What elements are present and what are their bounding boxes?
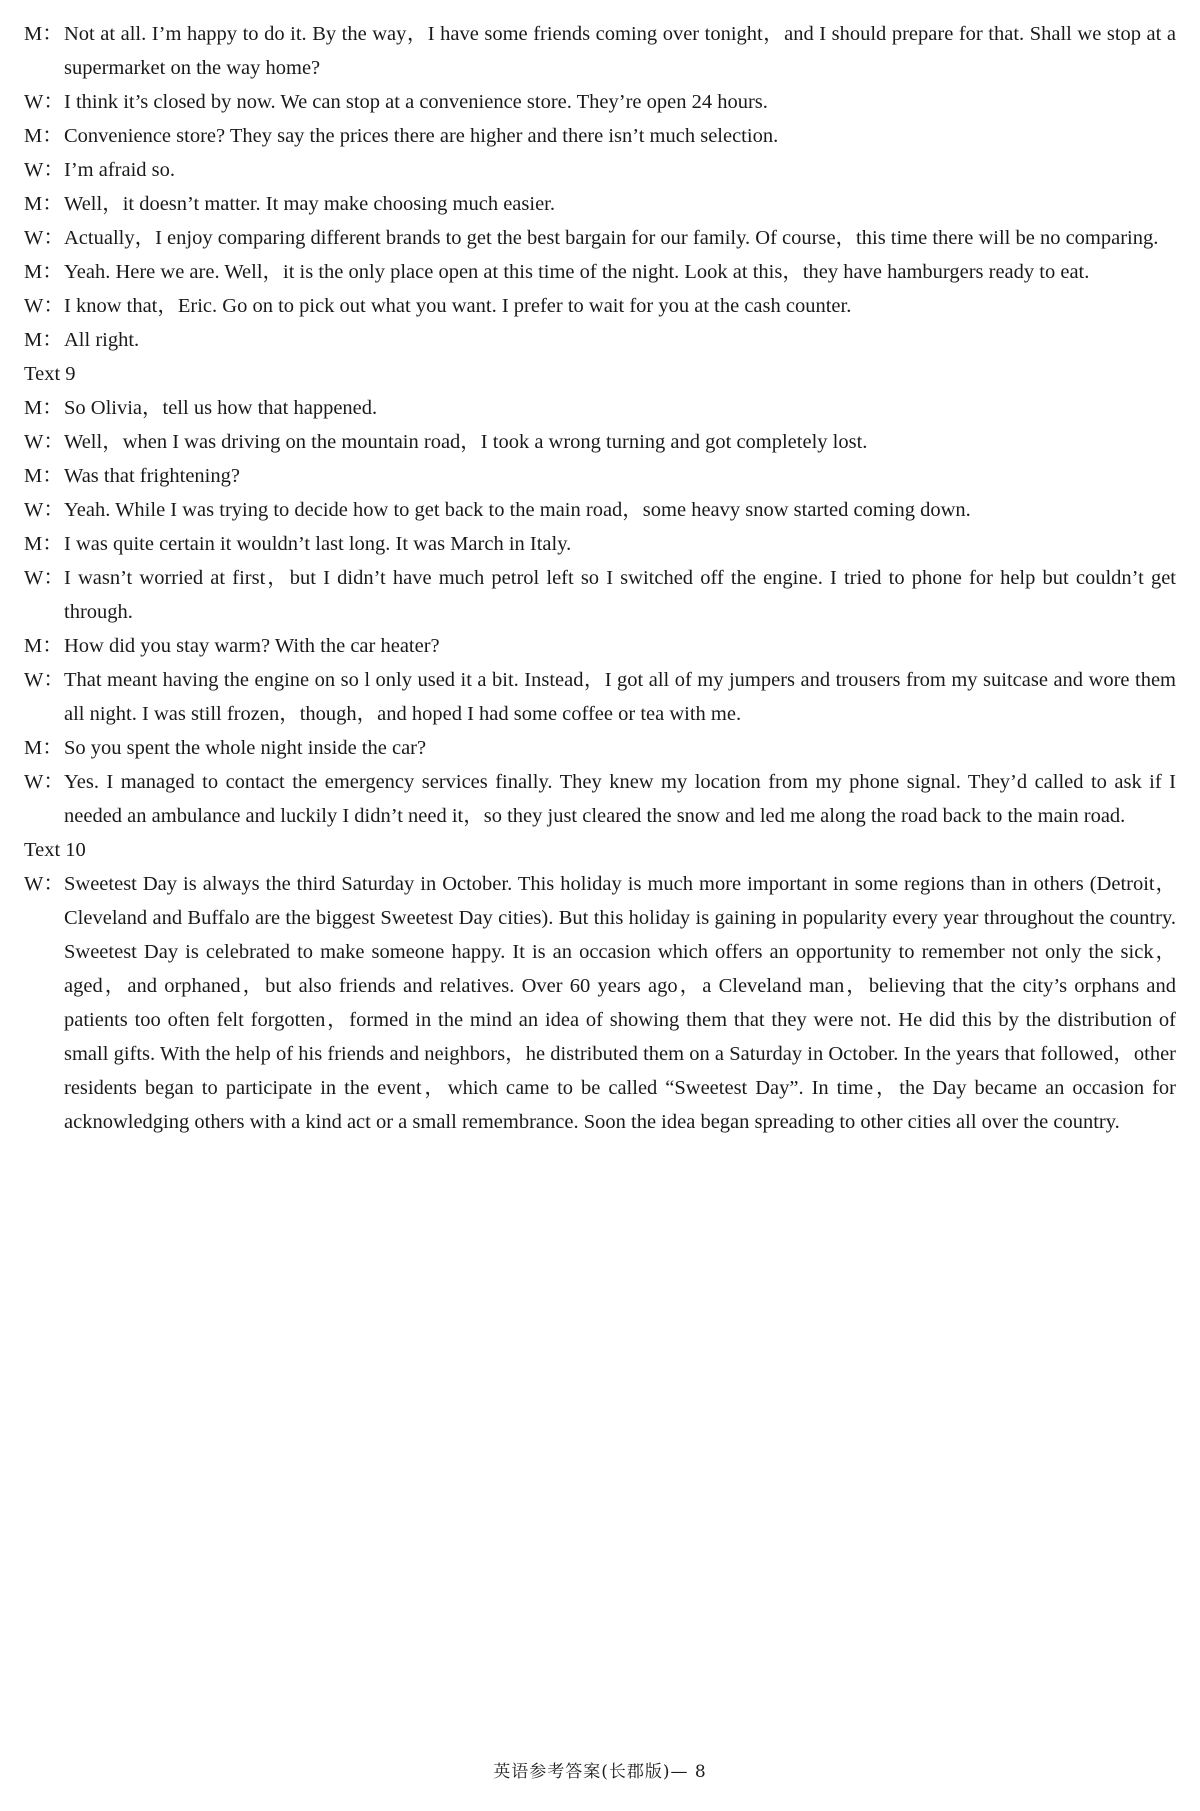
speaker-label: M：: [24, 737, 63, 759]
utterance: Yes. I managed to contact the emergency services finally. They knew my location from my phone signal. They’d called to ask if I needed an ambulance and luckily I didn’t need it，so they just cleared the snow and led me along the road back to the main road.: [64, 771, 1176, 827]
utterance: So you spent the whole night inside the car?: [64, 737, 427, 759]
dialogue-line: [24, 629, 1176, 663]
transcript: [24, 17, 1176, 1139]
speaker-label: M：: [24, 533, 63, 555]
section-heading: Text 9: [24, 363, 76, 385]
utterance: Sweetest Day is always the third Saturday in October. This holiday is much more important in some regions than in others (Detroit，Cleveland and Buffalo are the biggest Sweetest Day cities). But this holiday is gaining in popularity every year throughout the country. Sweetest Day is celebrated to make someone happy. It is an occasion which offers an opportunity to remember not only the sick，aged，and orphaned，but also friends and relatives. Over 60 years ago，a Cleveland man，believing that the city’s orphans and patients too often felt forgotten，formed in the mind an idea of showing them that they were not. He did this by the distribution of small gifts. With the help of his friends and neighbors，he distributed them on a Saturday in October. In the years that followed，other residents began to participate in the event，which came to be called “Sweetest Day”. In time，the Day became an occasion for acknowledging others with a kind act or a small remembrance. Soon the idea began spreading to other cities all over the country.: [64, 873, 1176, 1133]
dialogue-section: [24, 17, 1176, 357]
dialogue-line: [24, 187, 1176, 221]
speaker-label: M：: [24, 193, 63, 215]
utterance: That meant having the engine on so l only used it a bit. Instead，I got all of my jumpers and trousers from my suitcase and wore them all night. I was still frozen，though，and hoped I had some coffee or tea with me.: [64, 669, 1176, 725]
speaker-label: M：: [24, 635, 63, 657]
speaker-label: M：: [24, 23, 63, 45]
dialogue-line: [24, 663, 1176, 731]
utterance: How did you stay warm? With the car heater?: [64, 635, 440, 657]
utterance: Yeah. While I was trying to decide how to get back to the main road，some heavy snow started coming down.: [64, 499, 971, 521]
dialogue-line: [24, 289, 1176, 323]
speaker-label: W：: [24, 499, 64, 521]
speaker-label: M：: [24, 125, 63, 147]
utterance: Was that frightening?: [64, 465, 240, 487]
speaker-label: W：: [24, 227, 64, 249]
page-footer: 英语参考答案(长郡版)— 8: [493, 1762, 707, 1782]
speaker-label: W：: [24, 91, 64, 113]
speaker-label: M：: [24, 397, 63, 419]
dialogue-line: [24, 119, 1176, 153]
utterance: I was quite certain it wouldn’t last long. It was March in Italy.: [64, 533, 572, 555]
dialogue-line: [24, 493, 1176, 527]
dialogue-line: [24, 561, 1176, 629]
dialogue-line: [24, 255, 1176, 289]
speaker-label: W：: [24, 295, 64, 317]
dialogue-line: [24, 323, 1176, 357]
utterance: I think it’s closed by now. We can stop at a convenience store. They’re open 24 hours.: [64, 91, 768, 113]
speaker-label: W：: [24, 567, 64, 589]
speaker-label: W：: [24, 159, 64, 181]
speaker-label: M：: [24, 329, 63, 351]
utterance: Well，it doesn’t matter. It may make choosing much easier.: [64, 193, 555, 215]
dialogue-line: [24, 221, 1176, 255]
dialogue-line: [24, 731, 1176, 765]
speaker-label: W：: [24, 431, 64, 453]
dialogue-line: [24, 85, 1176, 119]
utterance: I’m afraid so.: [64, 159, 175, 181]
dialogue-line: [24, 527, 1176, 561]
utterance: Actually，I enjoy comparing different brands to get the best bargain for our family. Of course，this time there will be no comparing.: [64, 227, 1159, 249]
utterance: I wasn’t worried at first，but I didn’t have much petrol left so I switched off the engine. I tried to phone for help but couldn’t get through.: [64, 567, 1176, 623]
utterance: I know that，Eric. Go on to pick out what you want. I prefer to wait for you at the cash counter.: [64, 295, 852, 317]
dialogue-line: [24, 425, 1176, 459]
utterance: So Olivia，tell us how that happened.: [64, 397, 378, 419]
dialogue-line: [24, 391, 1176, 425]
dialogue-section: [24, 833, 1176, 1139]
speaker-label: M：: [24, 465, 63, 487]
speaker-label: W：: [24, 771, 64, 793]
utterance: Not at all. I’m happy to do it. By the way，I have some friends coming over tonight，and I should prepare for that. Shall we stop at a supermarket on the way home?: [64, 23, 1176, 79]
dialogue-line: [24, 459, 1176, 493]
dialogue-line: [24, 867, 1176, 1139]
utterance: Convenience store? They say the prices there are higher and there isn’t much selection.: [64, 125, 779, 147]
speaker-label: W：: [24, 873, 64, 895]
utterance: All right.: [64, 329, 140, 351]
dialogue-section: [24, 357, 1176, 833]
speaker-label: W：: [24, 669, 64, 691]
dialogue-line: [24, 153, 1176, 187]
dialogue-line: [24, 765, 1176, 833]
speaker-label: M：: [24, 261, 63, 283]
utterance: Well，when I was driving on the mountain road，I took a wrong turning and got completely lost.: [64, 431, 868, 453]
utterance: Yeah. Here we are. Well，it is the only place open at this time of the night. Look at this，they have hamburgers ready to eat.: [64, 261, 1090, 283]
dialogue-line: [24, 17, 1176, 85]
section-heading: Text 10: [24, 839, 86, 861]
